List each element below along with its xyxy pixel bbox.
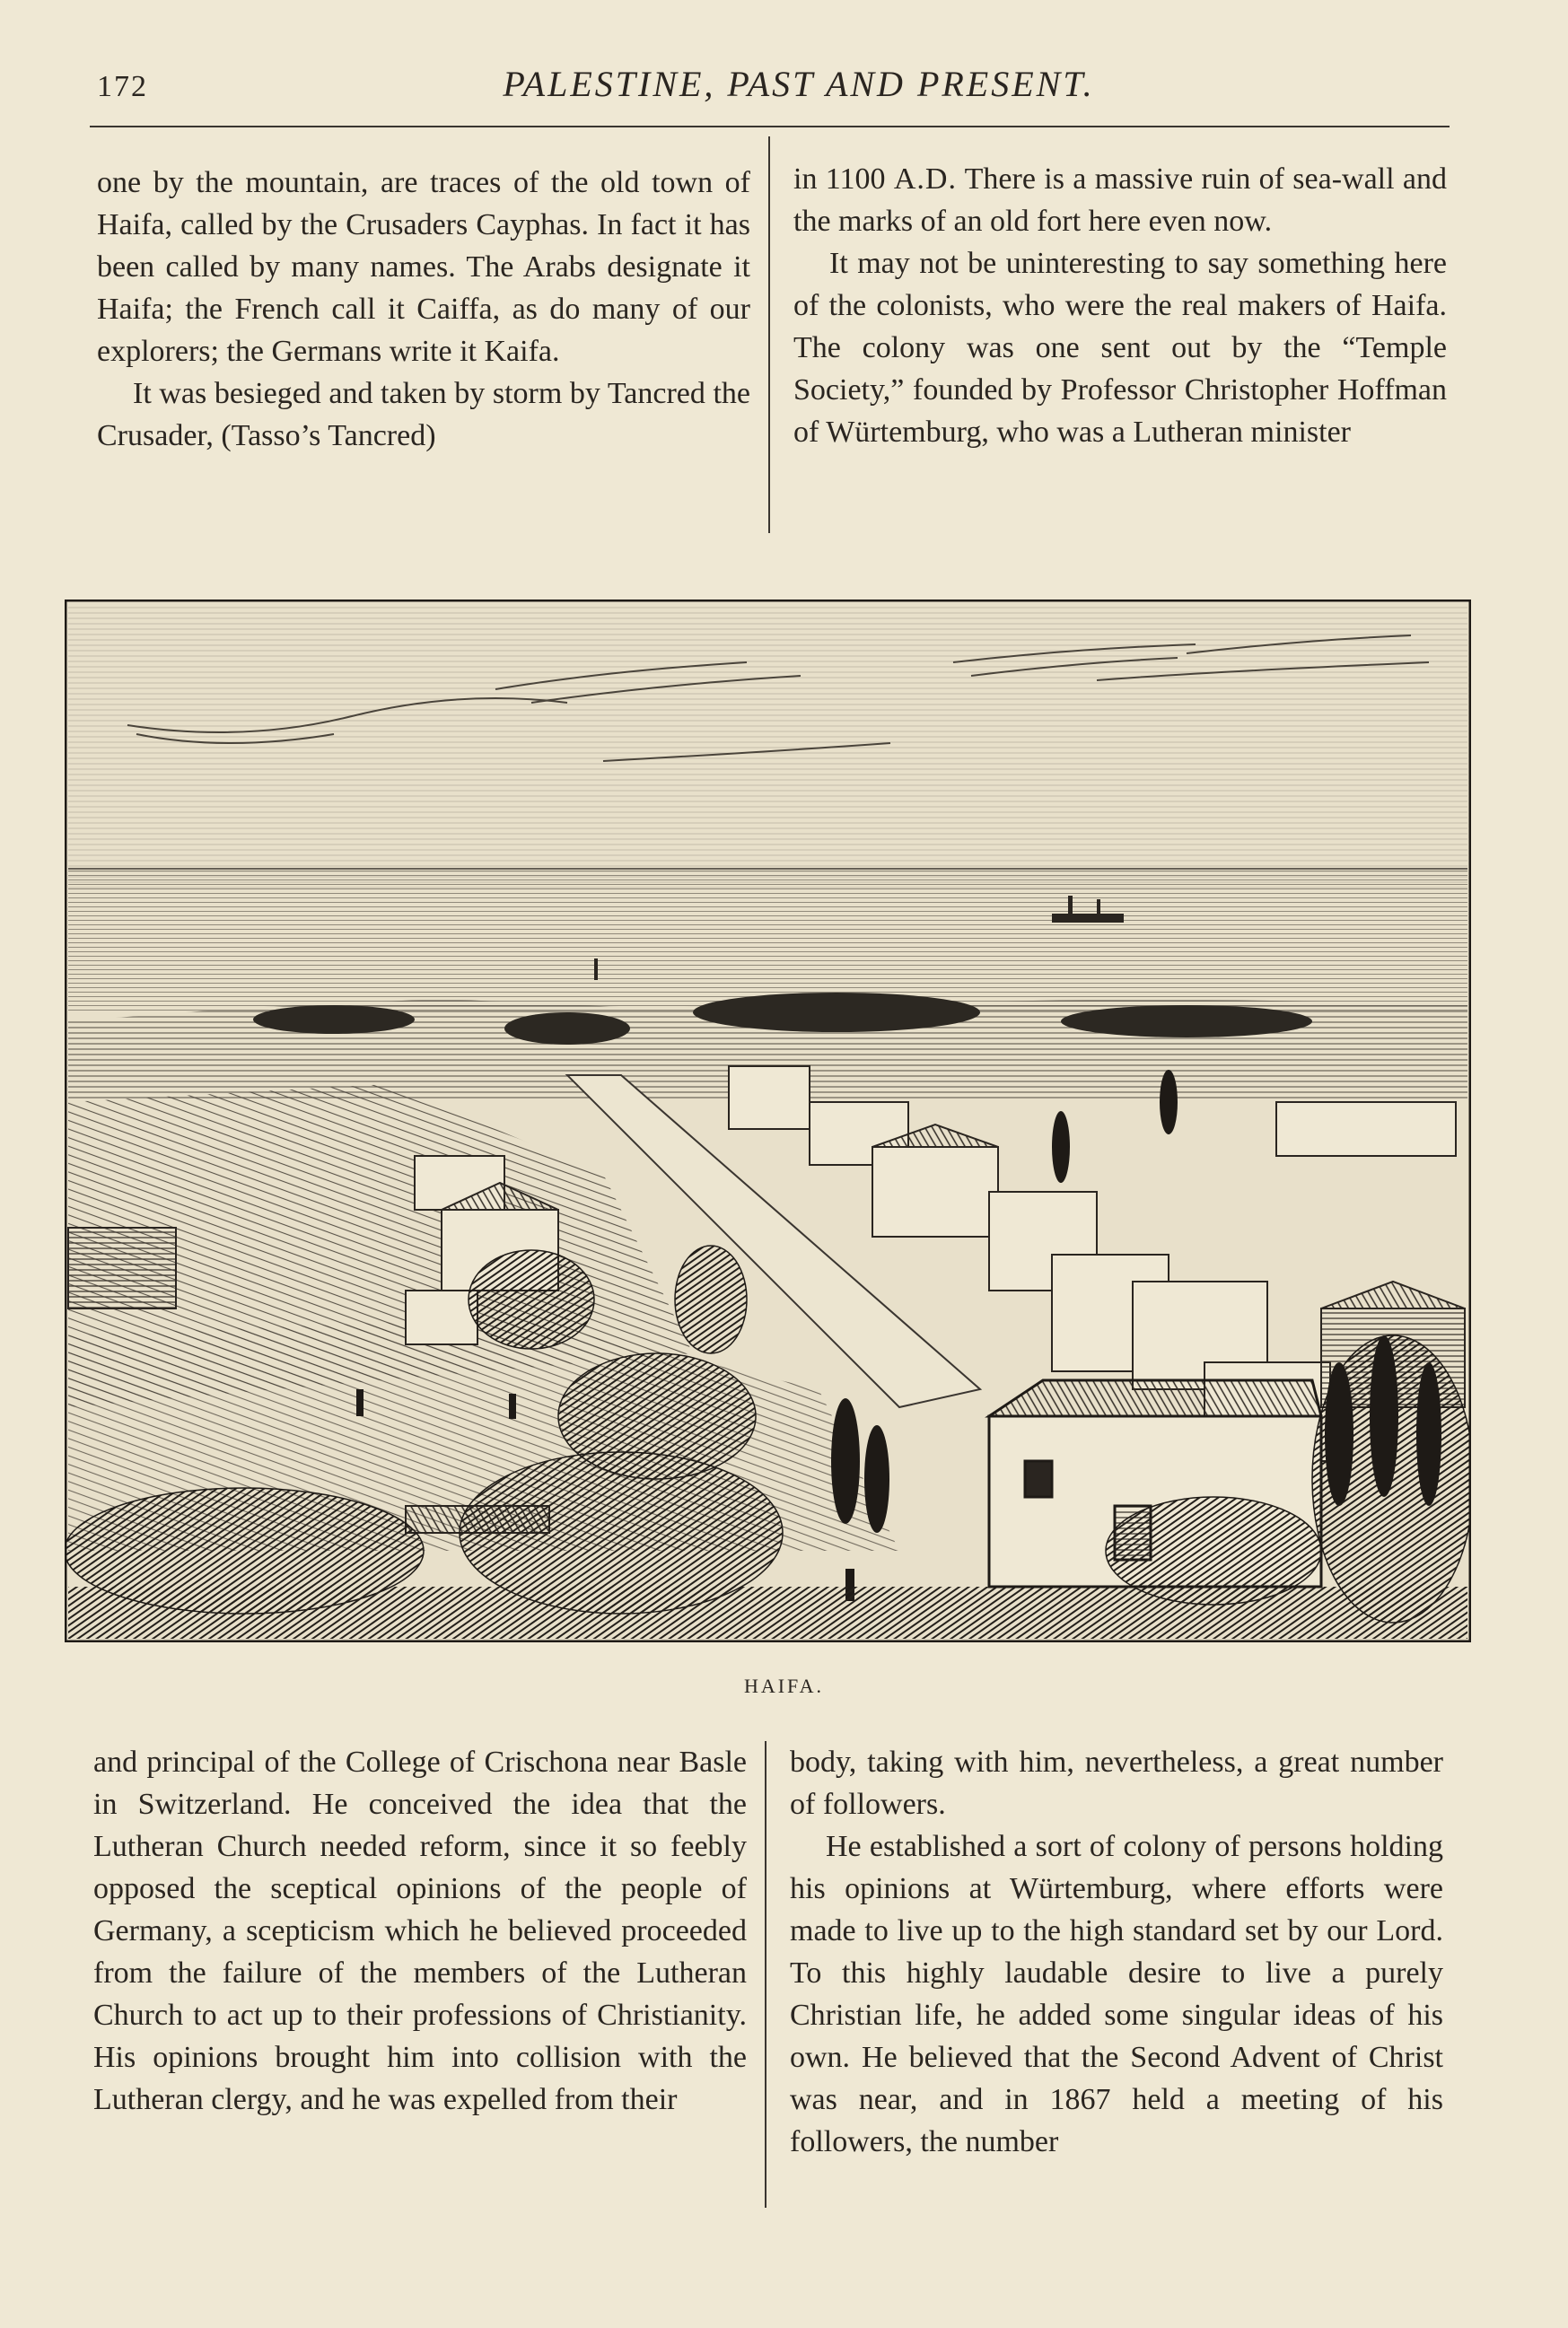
text-column-top-left: [97, 162, 750, 457]
column-divider: [768, 136, 770, 533]
page-number: 172: [97, 70, 148, 103]
haifa-engraving: [65, 600, 1471, 1642]
era-text: A.D.: [893, 162, 957, 196]
header-rule: [90, 126, 1450, 127]
text-column-bottom-right: [790, 1741, 1443, 2163]
paragraph: It may not be uninteresting to say something here of the colonists, who were the real makers of Haifa. The colony was one sent out by the “Temple Society,” founded by Professor Christopher Hoffman of Würtemburg, who was a Lutheran minister: [793, 247, 1447, 449]
running-title: PALESTINE, PAST AND PRESENT.: [503, 64, 1095, 104]
text-column-top-right: [793, 158, 1447, 453]
paragraph: one by the mountain, are traces of the old town of Haifa, called by the Crusaders Cayphas. In fact it has been called by many names. The Arabs designate it Haifa; the French call it Caiffa, as do many of our explorers; the Germans write it Kaifa.: [97, 166, 750, 368]
paragraph: and principal of the College of Crischona near Basle in Switzerland. He conceived the idea that the Lutheran Church needed reform, since it so feebly opposed the sceptical opinions of the people of Germany, a scepticism which he believed proceeded from the failure of the members of the Lutheran Church to act up to their professions of Christianity. His opinions brought him into collision with the Lutheran clergy, and he was expelled from their: [93, 1746, 747, 2116]
paragraph: It was besieged and taken by storm by Tancred the Crusader, (Tasso’s Tancred): [97, 377, 750, 452]
illustration-caption: HAIFA.: [743, 1675, 825, 1697]
paragraph: He established a sort of colony of persons holding his opinions at Würtemburg, where efforts were made to live up to the high standard set by our Lord. To this highly laudable desire to live a purely Christian life, he added some singular ideas of his own. He believed that the Second Advent of Christ was near, and in 1867 held a meeting of his followers, the number: [790, 1830, 1443, 2158]
year-text: in 1100: [793, 162, 886, 196]
text-column-bottom-left: [93, 1741, 747, 2121]
paragraph-rest: There is a massive ruin of sea-wall and the marks of an old fort here even now.: [793, 162, 1447, 238]
paragraph: body, taking with him, nevertheless, a great number of followers.: [790, 1746, 1443, 1821]
paragraph: [793, 158, 1447, 242]
column-divider: [765, 1741, 766, 2208]
